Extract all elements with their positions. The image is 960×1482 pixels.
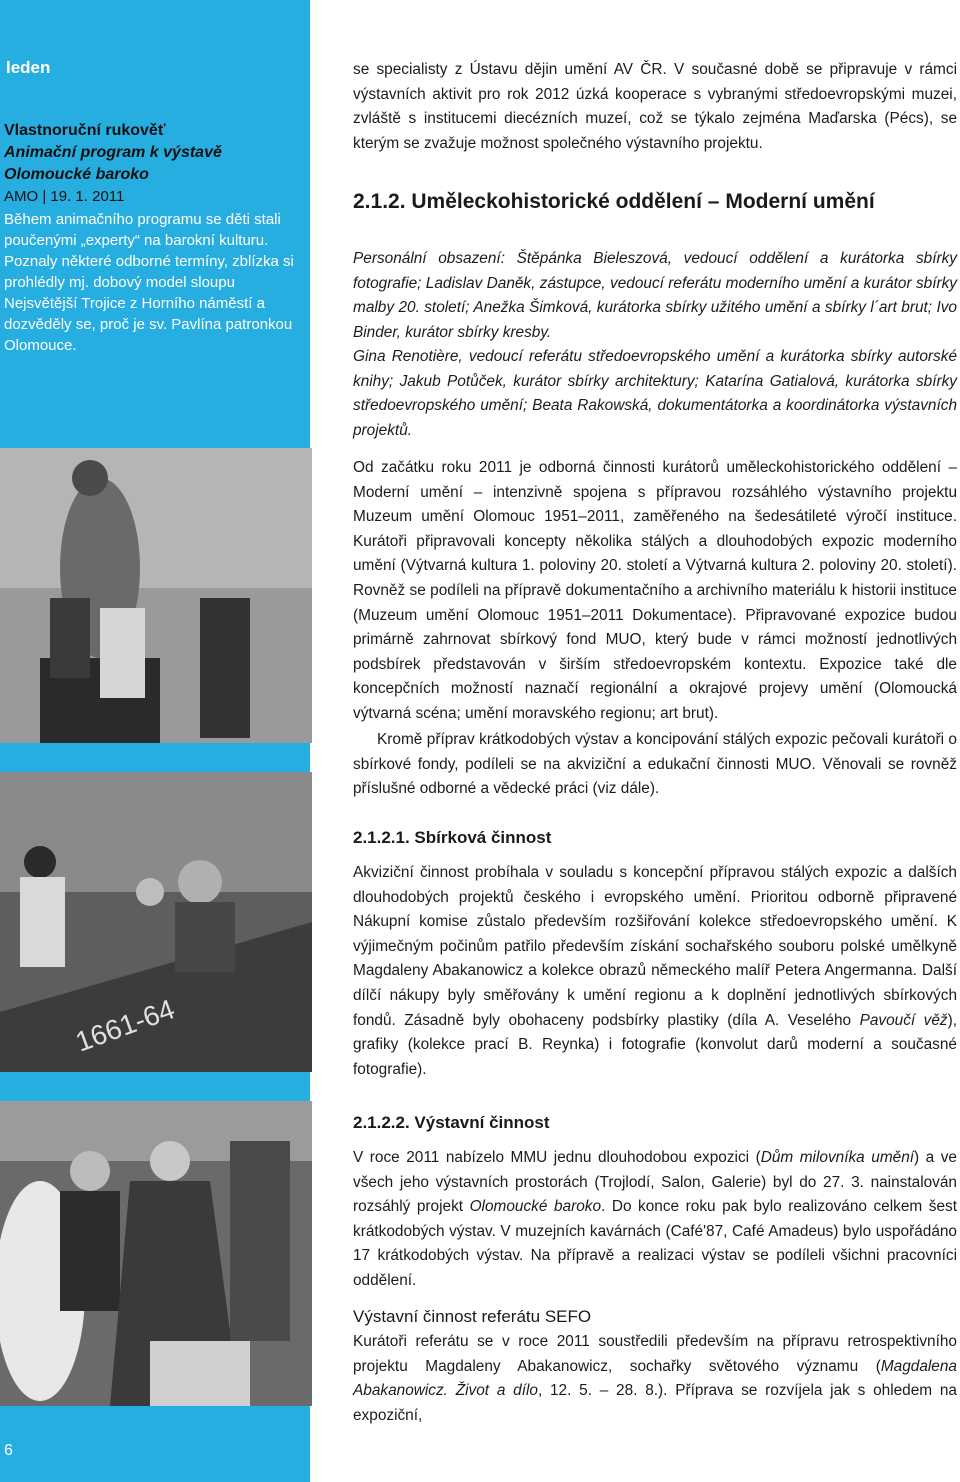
sefo-text-1: Kurátoři referátu se v roce 2011 soustředili především na přípravu retrospektivního projektu Magdaleny Abakanowicz, sochařky světového významu (: [353, 1333, 957, 1375]
photo-1-graphic: [0, 448, 312, 743]
body-paragraph-1: Od začátku roku 2011 je odborná činnosti kurátorů uměleckohistorického oddělení – Moderní umění – intenzivně spojena s přípravou rozsáhlého výstavního projektu Muzeum umění Olomouc 1951–2011, zaměřeného na šedesátileté výročí instituce. Kurátoři připravovali koncepty několika stálých a dlouhodobých expozic moderního umění (Výtvarná kultura 1. poloviny 20. století a Výtvarná kultura 2. poloviny 20. století). Rovněž se podíleli na přípravě dokumentačního a archivního materiálu k historii instituce (Muzeum umění Olomouc 1951–2011 Dokumentace). Připravované expozice budou primárně zahrnovat sbírkový fond MUO, který bude v rámci možností jednotlivých podsbírek představován v širším středoevropském kontextu. Expozice také dle koncepčních možností naznačí regionální a okrajové projevy umění (Olomoucká výtvarná scéna; umění moravského regionu; art brut).: [353, 459, 957, 722]
collection-text-1: Akviziční činnost probíhala v souladu s koncepční přípravou stálých expozic a dalších dlouhodobých projektů českého i evropského umění. Prioritou odborně připravené Nákupní komise zůstalo především rozšiřování kolekce středoevropského umění. K výjimečným počinům patřilo především získání sochařského souboru polské umělkyně Magdaleny Abakanowicz a kolekce obrazů německého malíř Petera Angermanna. Další dílčí nákupy byly směřovány k umění regionu a k doplnění jednotlivých sbírkových fondů. Zásadně byly obohaceny podsbírky plastiky (díla A. Veselého: [353, 864, 957, 1029]
staff-paragraph-2: Gina Renotière, vedoucí referátu středoevropského umění a kurátorka sbírky autorské knihy; Jakub Potůček, kurátor sbírky architektury; Katarína Gatialová, kurátorka sbírky středoevropského umění; Beata Rakowská, dokumentátorka a koordinátorka výstavních projektů.: [353, 348, 957, 439]
subheading-sefo: Výstavní činnost referátu SEFO: [353, 1307, 592, 1326]
intro-paragraph: se specialisty z Ústavu dějin umění AV ČR. V současné době se připravuje v rámci výstavních aktivit pro rok 2012 úzká kooperace s vybranými středoevropskými muzei, zvláště s institucemi diecézních muzeí, což se týkalo zejména Maďarska (Pécs), se kterým se zvažuje možnost společného výstavního projektu.: [353, 61, 957, 152]
photo-2-graphic: [0, 772, 312, 1072]
children-with-baroque-statue-photo: [0, 448, 312, 743]
collection-paragraph: [353, 861, 957, 1082]
event-subtitle: Animační program k výstavě Olomoucké baroko: [4, 144, 222, 183]
exhibition-text-2: ) a ve všech jeho výstavních prostorách (Trojlodí, Salon, Galerie) byl do 27. 3. nainstalován rozsáhlý projekt: [353, 1149, 957, 1216]
month-label: leden: [6, 58, 51, 77]
svg-text:1661-64: 1661-64: [71, 993, 179, 1058]
sefo-paragraph: [353, 1330, 957, 1428]
body-paragraph-2: Kromě příprav krátkodobých výstav a koncipování stálých expozic pečovali kurátoři o sbírkové fondy, podíleli se na akviziční a edukační činnosti MUO. Věnovali se rovněž příslušné odborné a vědecké práci (viz dále).: [353, 731, 957, 798]
collection-text-2: ), grafiky (kolekce prací B. Reynka) i fotografie (konvolut darů moderní a současné fotografie).: [353, 1011, 957, 1078]
sefo-text-2: , 12. 5. – 28. 8.). Příprava se rozvíjela jak s ohledem na expoziční,: [353, 1382, 957, 1424]
subheading-exhibitions: 2.1.2.2. Výstavní činnost: [353, 1113, 550, 1132]
page-number: 6: [4, 1442, 13, 1459]
exhibition-title-2: Olomoucké baroko: [469, 1198, 602, 1216]
event-description: Během animačního programu se děti stali poučenými „experty“ na barokní kulturu. Poznaly některé odborné termíny, zblízka si prohlédly mj. dobový model sloupu Nejsvětější Trojice z Horního náměstí a dozvěděly se, proč je sv. Pavlína patronkou Olomouce.: [4, 211, 294, 354]
collection-artwork-title: Pavoučí věž: [859, 1011, 948, 1029]
event-meta: AMO | 19. 1. 2011: [4, 188, 125, 205]
exhibition-text-1: V roce 2011 nabízelo MMU jednu dlouhodobou expozici (: [353, 1149, 761, 1166]
staff-paragraph-1: Personální obsazení: Štěpánka Bieleszová, vedoucí oddělení a kurátorka sbírky fotografie; Ladislav Daněk, zástupce, vedoucí referátu moderního umění a kurátor sbírky malby 20. století; Anežka Šimková, kurátorka sbírky užitého umění a sbírky l´art brut; Ivo Binder, kurátor sbírky kresby.: [353, 250, 957, 341]
children-workshop-timeline-photo: [0, 772, 312, 1072]
exhibition-paragraph: [353, 1146, 957, 1294]
photo-3-graphic: [0, 1101, 312, 1406]
subheading-collection: 2.1.2.1. Sbírková činnost: [353, 828, 552, 847]
sefo-exhibition-title: Magdalena Abakanowicz. Život a dílo: [353, 1357, 957, 1400]
children-in-costumes-photo: [0, 1101, 312, 1406]
section-heading: 2.1.2. Uměleckohistorické oddělení – Moderní umění: [353, 190, 875, 213]
exhibition-text-3: . Do konce roku pak bylo realizováno celkem šest krátkodobých výstav. V muzejních kavárnách (Café'87, Café Amadeus) bylo uspořádáno 17 krátkodobých výstav. Na přípravě a realizaci výstav se podíleli všichni pracovníci oddělení.: [353, 1198, 957, 1289]
event-title: Vlastnoruční rukověť: [4, 122, 166, 139]
exhibition-title-1: Dům milovníka umění: [760, 1149, 915, 1166]
